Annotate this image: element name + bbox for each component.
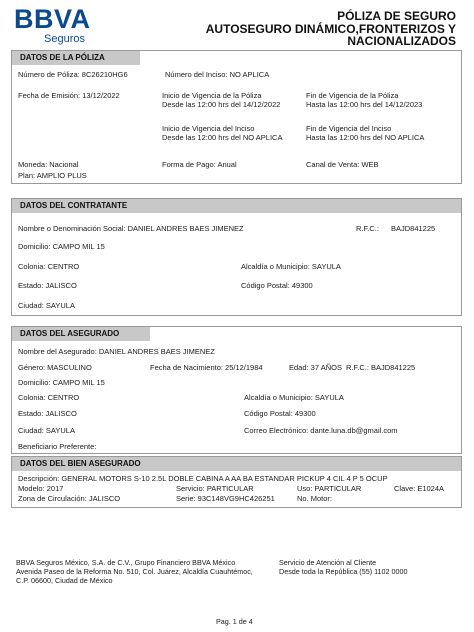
title-line-1: PÓLIZA DE SEGURO bbox=[337, 9, 456, 23]
bbva-logo: BBVA bbox=[14, 4, 91, 34]
policy-section-header: DATOS DE LA PÓLIZA bbox=[12, 51, 140, 65]
contractor-city: Ciudad: SAYULA bbox=[18, 301, 75, 310]
contractor-section-box bbox=[11, 198, 462, 316]
contractor-rfc-label: R.F.C.: bbox=[356, 224, 379, 233]
policy-end-value: Hasta las 12:00 hrs del 14/12/2023 bbox=[306, 100, 423, 109]
title-line-2: AUTOSEGURO DINÁMICO,FRONTERIZOS Y bbox=[205, 21, 456, 36]
insured-birthdate: Fecha de Nacimiento: 25/12/1984 bbox=[150, 363, 263, 372]
inciso-end-value: Hasta las 12:00 hrs del NO APLICA bbox=[306, 133, 425, 142]
inciso-number: Número del Inciso: NO APLICA bbox=[165, 70, 270, 79]
issue-date: Fecha de Emisión: 13/12/2022 bbox=[18, 91, 120, 100]
document-title bbox=[206, 10, 456, 48]
footer-service-line-1: Servicio de Atención al Cliente bbox=[279, 558, 377, 567]
contractor-postal-code: Código Postal: 49300 bbox=[241, 281, 313, 290]
footer-company-line-2: Avenida Paseo de la Reforma No. 510, Col. Juárez, Alcaldía Cuauhtémoc, bbox=[16, 567, 253, 576]
inciso-end-label: Fin de Vigencia del Inciso bbox=[306, 124, 392, 133]
vehicle-service: Servicio: PARTICULAR bbox=[176, 484, 254, 493]
insured-age: Edad: 37 AÑOS bbox=[289, 363, 342, 372]
policy-start-label: Inicio de Vigencia de la Póliza bbox=[162, 91, 262, 100]
contractor-state: Estado: JALISCO bbox=[18, 281, 77, 290]
insured-city: Ciudad: SAYULA bbox=[18, 426, 75, 435]
insured-postal-code: Código Postal: 49300 bbox=[244, 409, 316, 418]
policy-start-value: Desde las 12:00 hrs del 14/12/2022 bbox=[162, 100, 281, 109]
vehicle-use: Uso: PARTICULAR bbox=[297, 484, 362, 493]
insured-email: Correo Electrónico: dante.luna.db@gmail.com bbox=[244, 426, 398, 435]
vehicle-serial: Serie: 93C148VG9HC426251 bbox=[176, 494, 275, 503]
title-line-3: NACIONALIZADOS bbox=[347, 34, 456, 48]
insured-item-section-header: DATOS DEL BIEN ASEGURADO bbox=[12, 457, 461, 471]
insured-gender: Género: MASCULINO bbox=[18, 363, 92, 372]
plan: Plan: AMPLIO PLUS bbox=[18, 171, 87, 180]
circulation-zone: Zona de Circulación: JALISCO bbox=[18, 494, 121, 503]
insured-state: Estado: JALISCO bbox=[18, 409, 77, 418]
page-number: Pag. 1 de 4 bbox=[216, 617, 253, 626]
contractor-section-header: DATOS DEL CONTRATANTE bbox=[12, 199, 461, 213]
insured-colony: Colonia: CENTRO bbox=[18, 393, 80, 402]
footer-company-line-1: BBVA Seguros México, S.A. de C.V., Grupo Financiero BBVA México bbox=[16, 558, 236, 567]
footer-company-line-3: C.P. 06600, Ciudad de México bbox=[16, 576, 113, 585]
currency: Moneda: Nacional bbox=[18, 160, 79, 169]
policy-number: Número de Póliza: 8C26210HG6 bbox=[18, 70, 128, 79]
insured-address: Domicilio: CAMPO MIL 15 bbox=[18, 378, 105, 387]
sales-channel: Canal de Venta: WEB bbox=[306, 160, 379, 169]
payment-method: Forma de Pago: Anual bbox=[162, 160, 237, 169]
insured-name: Nombre del Asegurado: DANIEL ANDRES BAES JIMENEZ bbox=[18, 347, 215, 356]
vehicle-key: Clave: E1024A bbox=[394, 484, 445, 493]
policy-end-label: Fin de Vigencia de la Póliza bbox=[306, 91, 399, 100]
vehicle-description: Descripción: GENERAL MOTORS S-10 2.5L DOBLE CABINA A AA BA ESTANDAR PICKUP 4 CIL 4 P 5 OCUP bbox=[18, 474, 388, 483]
preferred-beneficiary: Beneficiario Preferente: bbox=[18, 442, 97, 451]
engine-number: No. Motor: bbox=[297, 494, 333, 503]
contractor-name: Nombre o Denominación Social: DANIEL ANDRES BAES JIMENEZ bbox=[18, 224, 244, 233]
insured-rfc: R.F.C.: BAJD841225 bbox=[346, 363, 416, 372]
insured-section-header: DATOS DEL ASEGURADO bbox=[12, 327, 150, 341]
vehicle-model: Modelo: 2017 bbox=[18, 484, 64, 493]
contractor-colony: Colonia: CENTRO bbox=[18, 262, 80, 271]
bbva-seguros-label: Seguros bbox=[44, 33, 85, 45]
contractor-address: Domicilio: CAMPO MIL 15 bbox=[18, 242, 105, 251]
footer-service-line-2: Desde toda la República (55) 1102 0000 bbox=[279, 567, 408, 576]
inciso-start-label: Inicio de Vigencia del Inciso bbox=[162, 124, 255, 133]
contractor-rfc-value: BAJD841225 bbox=[391, 224, 436, 233]
insured-municipality: Alcaldía o Municipio: SAYULA bbox=[244, 393, 344, 402]
contractor-municipality: Alcaldía o Municipio: SAYULA bbox=[241, 262, 341, 271]
inciso-start-value: Desde las 12:00 hrs del NO APLICA bbox=[162, 133, 283, 142]
